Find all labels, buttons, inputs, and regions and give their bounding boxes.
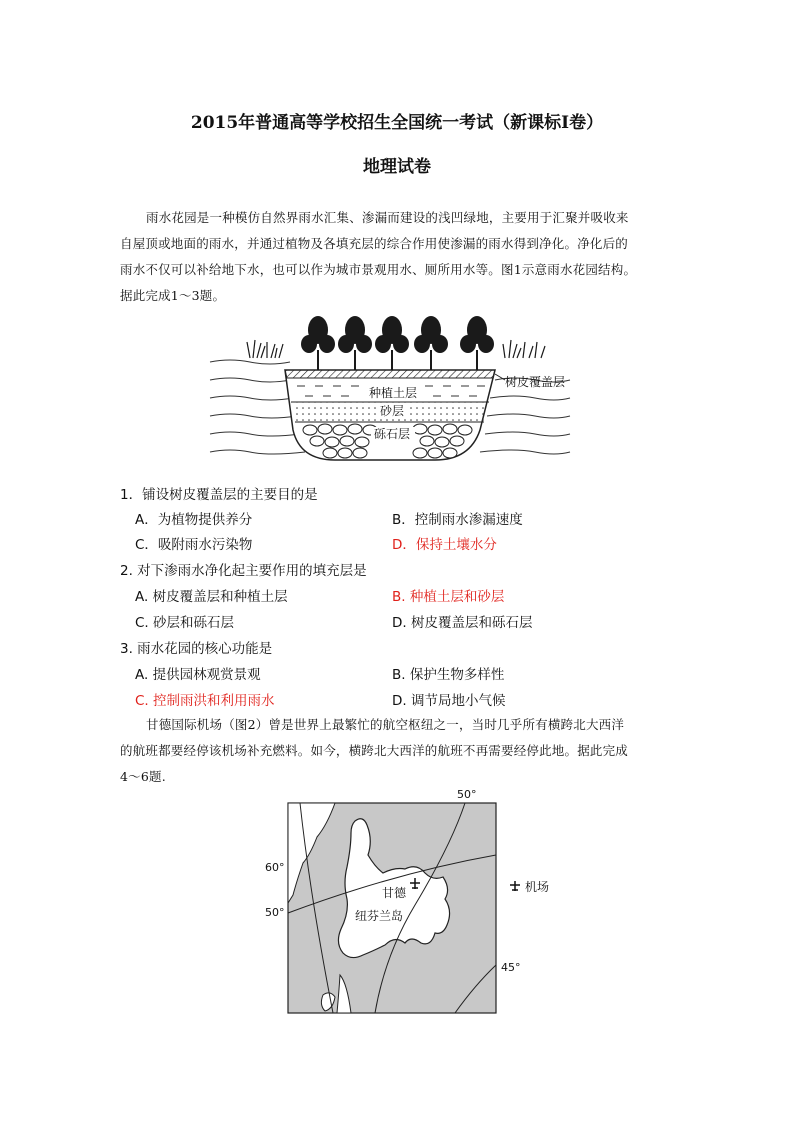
passage-1-line: 自屋顶或地面的雨水，并通过植物及各填充层的综合作用使渗漏的雨水得到净化。净化后的 [120, 236, 629, 251]
passage-2-line: 甘德国际机场（图2）曾是世界上最繁忙的航空枢纽之一，当时几乎所有横跨北大西洋 [146, 717, 625, 732]
passage-1-line: 雨水花园是一种模仿自然界雨水汇集、渗漏而建设的浅凹绿地，主要用于汇聚并吸收来 [146, 210, 629, 225]
question-3-option-a: A. 提供园林观赏景观 [135, 667, 261, 683]
label-planting-soil: 种植土层 [369, 386, 418, 400]
question-1-stem: 1．铺设树皮覆盖层的主要目的是 [120, 487, 318, 503]
question-1-option-d-answer: D．保持土壤水分 [392, 537, 497, 553]
question-2-option-c: C. 砂层和砾石层 [135, 615, 235, 631]
passage-2-line: 的航班都要经停该机场补充燃料。如今，横跨北大西洋的航班不再需要经停此地。据此完成 [120, 743, 629, 758]
bark-cover-layer [285, 370, 495, 378]
passage-1-line: 据此完成1～3题。 [120, 288, 226, 303]
question-1-option-c: C．吸附雨水污染物 [135, 537, 253, 553]
label-gravel: 砾石层 [374, 427, 411, 441]
question-3-option-d: D. 调节局地小气候 [392, 693, 506, 709]
passage-2-line: 4～6题. [120, 769, 166, 784]
plants [301, 316, 494, 370]
page-title: 2015年普通高等学校招生全国统一考试（新课标Ⅰ卷） [190, 113, 604, 133]
label-bark-cover: 树皮覆盖层 [505, 375, 566, 389]
legend-airport-icon [510, 881, 520, 891]
question-2-option-a: A. 树皮覆盖层和种植土层 [135, 589, 288, 605]
label-lat-60: 60° [265, 861, 285, 874]
question-2-option-b-answer: B. 种植土层和砂层 [392, 589, 505, 605]
passage-1-line: 雨水不仅可以补给地下水，也可以作为城市景观用水、厕所用水等。图1示意雨水花园结构。 [120, 262, 637, 277]
passage-1 [120, 205, 692, 309]
question-3-stem: 3. 雨水花园的核心功能是 [120, 641, 273, 657]
question-2-stem: 2. 对下渗雨水净化起主要作用的填充层是 [120, 563, 367, 579]
question-3-option-c-answer: C. 控制雨洪和利用雨水 [135, 693, 275, 709]
label-lon-50-top: 50° [457, 788, 477, 801]
rain-garden-diagram [205, 310, 575, 475]
label-lon-45: 45° [501, 961, 521, 974]
question-2-option-d: D. 树皮覆盖层和砾石层 [392, 615, 533, 631]
label-lat-50-left: 50° [265, 906, 285, 919]
label-gander: 甘德 [382, 886, 407, 900]
label-newfoundland: 纽芬兰岛 [355, 909, 404, 923]
question-3-option-b: B. 保护生物多样性 [392, 667, 505, 683]
question-1-option-a: A．为植物提供养分 [135, 512, 253, 528]
newfoundland-map [255, 785, 575, 1020]
legend-airport-label: 机场 [525, 880, 550, 894]
passage-2 [120, 712, 692, 790]
label-sand: 砂层 [380, 404, 405, 418]
question-1-option-b: B．控制雨水渗漏速度 [392, 512, 523, 528]
page-subtitle: 地理试卷 [363, 157, 431, 177]
